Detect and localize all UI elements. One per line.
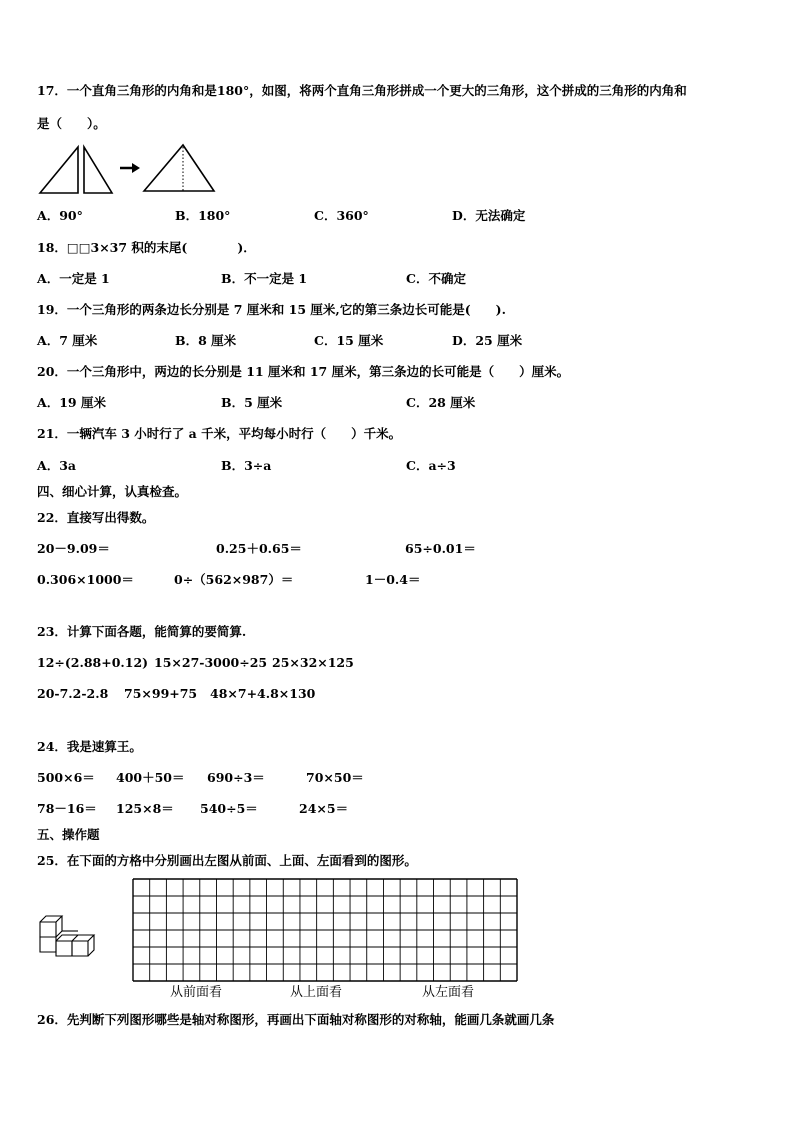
q18-option-c[interactable]: C．不确定 xyxy=(406,271,466,286)
q17-stem-line1: 17．一个直角三角形的内角和是180°，如图，将两个直角三角形拼成一个更大的三角形，这个拼成的三角形的内角和 xyxy=(37,83,687,98)
q24-expr-5: 78－16＝ xyxy=(37,801,97,816)
cube-stack-figure xyxy=(36,908,112,958)
q24-stem: 24．我是速算王。 xyxy=(37,739,142,754)
q22-stem: 22．直接写出得数。 xyxy=(37,510,155,525)
q23-expr-2: 15×27-3000÷25 xyxy=(154,655,268,670)
q21-option-b[interactable]: B．3÷a xyxy=(221,458,272,473)
q18-option-a[interactable]: A．一定是 1 xyxy=(37,271,110,286)
q24-expr-7: 540÷5＝ xyxy=(200,801,258,816)
q24-expr-1: 500×6＝ xyxy=(37,770,95,785)
label-top-view: 从上面看 xyxy=(290,985,343,1000)
q19-option-b[interactable]: B．8 厘米 xyxy=(175,333,237,348)
q24-expr-8: 24×5＝ xyxy=(299,801,349,816)
combined-triangle xyxy=(144,145,214,191)
label-left-view: 从左面看 xyxy=(422,985,475,1000)
q21-option-c[interactable]: C．a÷3 xyxy=(406,458,456,473)
q23-expr-1: 12÷(2.88+0.12) xyxy=(37,655,149,670)
q18-option-b[interactable]: B．不一定是 1 xyxy=(221,271,308,286)
q24-expr-2: 400＋50＝ xyxy=(116,770,185,785)
q23-expr-5: 75×99+75 xyxy=(124,686,198,701)
q17-option-c[interactable]: C．360° xyxy=(314,208,369,223)
q24-expr-4: 70×50＝ xyxy=(306,770,364,785)
q20-option-a[interactable]: A．19 厘米 xyxy=(37,395,106,410)
q23-expr-4: 20-7.2-2.8 xyxy=(37,686,109,701)
right-right-triangle xyxy=(84,147,112,193)
q19-stem: 19．一个三角形的两条边长分别是 7 厘米和 15 厘米,它的第三条边长可能是( ). xyxy=(37,302,506,317)
q17-option-a[interactable]: A．90° xyxy=(37,208,83,223)
q23-stem: 23．计算下面各题，能简算的要简算. xyxy=(37,624,247,639)
q18-stem: 18．□□3×37 积的末尾( )． xyxy=(37,240,256,255)
q22-expr-1: 20－9.09＝ xyxy=(37,541,110,556)
q19-option-a[interactable]: A．7 厘米 xyxy=(37,333,98,348)
label-front-view: 从前面看 xyxy=(170,985,223,1000)
q24-expr-3: 690÷3＝ xyxy=(207,770,265,785)
q22-expr-6: 1－0.4＝ xyxy=(365,572,421,587)
q17-option-d[interactable]: D．无法确定 xyxy=(452,208,526,223)
drawing-grid[interactable] xyxy=(131,877,521,985)
q21-stem: 21．一辆汽车 3 小时行了 a 千米，平均每小时行（ ）千米。 xyxy=(37,426,402,441)
q26-stem: 26．先判断下列图形哪些是轴对称图形，再画出下面轴对称图形的对称轴，能画几条就画几条 xyxy=(37,1012,555,1027)
q25-stem: 25．在下面的方格中分别画出左图从前面、上面、左面看到的图形。 xyxy=(37,853,417,868)
q24-expr-6: 125×8＝ xyxy=(116,801,174,816)
q20-option-c[interactable]: C．28 厘米 xyxy=(406,395,476,410)
q17-stem-line2: 是（ ）。 xyxy=(37,116,106,131)
q22-expr-4: 0.306×1000＝ xyxy=(37,572,134,587)
left-right-triangle xyxy=(40,147,78,193)
q21-option-a[interactable]: A．3a xyxy=(37,458,76,473)
q23-expr-6: 48×7+4.8×130 xyxy=(210,686,316,701)
q22-expr-5: 0÷（562×987）＝ xyxy=(174,572,294,587)
q19-option-c[interactable]: C．15 厘米 xyxy=(314,333,384,348)
section-4-heading: 四、细心计算，认真检查。 xyxy=(37,484,188,499)
q22-expr-3: 65÷0.01＝ xyxy=(405,541,476,556)
q17-option-b[interactable]: B．180° xyxy=(175,208,231,223)
arrow-icon xyxy=(120,163,140,173)
q20-stem: 20．一个三角形中，两边的长分别是 11 厘米和 17 厘米，第三条边的长可能是（ ）厘米。 xyxy=(37,364,570,379)
q19-option-d[interactable]: D．25 厘米 xyxy=(452,333,523,348)
q17-triangle-figure xyxy=(38,143,228,195)
section-5-heading: 五、操作题 xyxy=(37,827,100,842)
q20-option-b[interactable]: B．5 厘米 xyxy=(221,395,283,410)
q23-expr-3: 25×32×125 xyxy=(272,655,354,670)
q22-expr-2: 0.25＋0.65＝ xyxy=(216,541,302,556)
